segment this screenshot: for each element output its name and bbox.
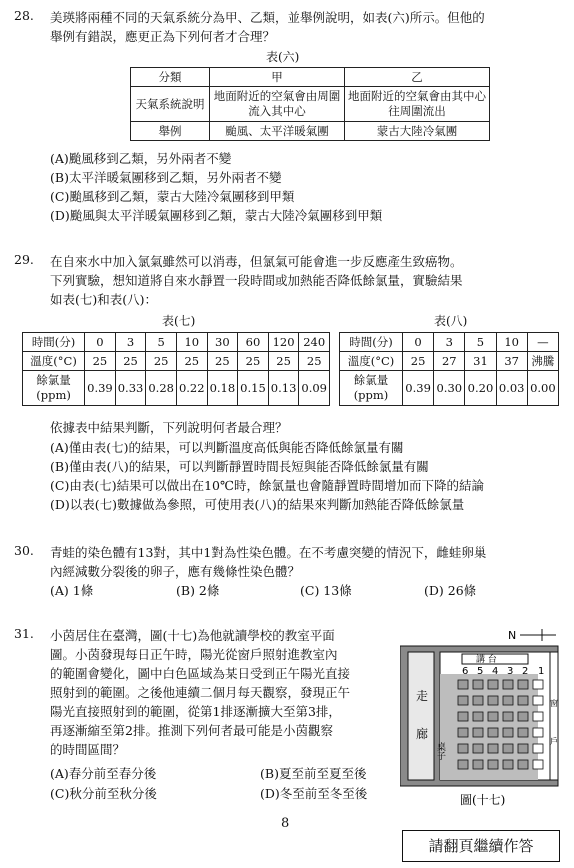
classroom-floor-plan — [400, 626, 562, 811]
row-4: 4 — [492, 666, 499, 677]
desk — [488, 696, 498, 705]
option-d[interactable]: (D)颱風與太平洋暖氣團移到乙類，蒙古大陸冷氣團移到甲類 — [50, 208, 383, 223]
option-b[interactable]: (B) 2條 — [176, 583, 220, 598]
desk — [473, 760, 483, 769]
option-a[interactable]: (A)僅由表(七)的結果，可以判斷溫度高低與能否降低餘氯量有關 — [50, 440, 404, 455]
table-row: 溫度(°C) 25 25 25 25 25 25 25 25 — [23, 352, 330, 371]
row-5: 5 — [477, 666, 484, 677]
row-3: 3 — [507, 666, 514, 677]
table-7-caption: 表(七) — [162, 314, 196, 328]
question-stem-2: 依據表中結果判斷，下列說明何者最合理？ — [50, 420, 288, 435]
desk — [503, 744, 513, 753]
desk — [458, 744, 468, 753]
row-6: 6 — [462, 666, 469, 677]
table-row: 天氣系統說明 地面附近的空氣會由周圍流入其中心 地面附近的空氣會由其中心往周圍流出 — [131, 87, 490, 122]
table-7 — [22, 332, 330, 406]
question-number: 29. — [14, 252, 34, 267]
row-2: 2 — [522, 666, 529, 677]
figure-caption: 圖(十七) — [460, 793, 506, 807]
question-30 — [14, 543, 562, 605]
question-stem: 青蛙的染色體有13對，其中1對為性染色體。在不考慮突變的情況下，雌蛙卵巢 內經減數分裂後的卵子，應有幾條性染色體？ — [50, 545, 487, 579]
desk — [458, 728, 468, 737]
desk — [458, 712, 468, 721]
question-stem: 美瑛將兩種不同的天氣系統分為甲、乙類，並舉例說明，如表(六)所示。但他的 舉例有錯誤，應更正為下列何者才合理？ — [50, 10, 485, 44]
desk — [458, 760, 468, 769]
option-d[interactable]: (D)以表(七)數據做為參照，可使用表(八)的結果來判斷加熱能否降低餘氯量 — [50, 497, 465, 512]
corridor-label-2: 廊 — [416, 727, 429, 741]
table-row: 餘氯量 (ppm) 0.39 0.33 0.28 0.22 0.18 0.15 0.13 0.09 — [23, 371, 330, 406]
option-c[interactable]: (C)秋分前至秋分後 — [50, 786, 157, 801]
desk — [518, 744, 528, 753]
table-8-caption: 表(八) — [434, 314, 468, 328]
corridor-label-1: 走 — [416, 689, 429, 703]
table-caption: 表(六) — [266, 50, 300, 64]
option-d[interactable]: (D) 26條 — [424, 583, 477, 598]
question-number: 28. — [14, 8, 34, 23]
table-row: 時間(分) 0 3 5 10 30 60 120 240 — [23, 333, 330, 352]
desk — [473, 728, 483, 737]
desk — [473, 680, 483, 689]
desk — [473, 696, 483, 705]
question-29 — [14, 252, 562, 522]
option-b[interactable]: (B)僅由表(八)的結果，可以判斷靜置時間長短與能否降低餘氯量有關 — [50, 459, 429, 474]
desk — [518, 680, 528, 689]
desk — [533, 680, 543, 689]
option-c[interactable]: (C) 13條 — [300, 583, 352, 598]
question-28 — [14, 8, 562, 228]
desk — [533, 744, 543, 753]
table-row: 餘氯量 (ppm) 0.39 0.30 0.20 0.03 0.00 — [340, 371, 559, 406]
continue-note: 請翻頁繼續作答 — [402, 830, 560, 862]
table-6 — [130, 67, 490, 141]
desk — [473, 712, 483, 721]
table-row: 溫度(°C) 25 27 31 37 沸騰 — [340, 352, 559, 371]
desk — [518, 712, 528, 721]
table-row: 時間(分) 0 3 5 10 — — [340, 333, 559, 352]
desk — [518, 728, 528, 737]
desk — [488, 712, 498, 721]
option-c[interactable]: (C)由表(七)結果可以做出在10℃時，餘氯量也會隨靜置時間增加而下降的結論 — [50, 478, 484, 493]
north-label: N — [508, 629, 517, 642]
option-a[interactable]: (A)颱風移到乙類，另外兩者不變 — [50, 151, 232, 166]
desk — [458, 680, 468, 689]
door-label: 戶 — [550, 737, 558, 746]
window-label: 窗 — [550, 699, 558, 708]
desk — [533, 760, 543, 769]
desk — [503, 712, 513, 721]
question-stem: 在自來水中加入氯氣雖然可以消毒，但氯氣可能會進一步反應產生致癌物。 下列實驗，想知道將自來水靜置一段時間或加熱能否降低餘氯量，實驗結果 如表(七)和表(八)： — [50, 254, 463, 307]
podium-label: 講 台 — [476, 655, 497, 665]
desk — [518, 760, 528, 769]
option-c[interactable]: (C)颱風移到乙類，蒙古大陸冷氣團移到甲類 — [50, 189, 295, 204]
desk — [488, 680, 498, 689]
desk — [533, 712, 543, 721]
desk — [473, 744, 483, 753]
option-d[interactable]: (D)冬至前至冬至後 — [260, 786, 368, 801]
desk — [488, 744, 498, 753]
desk — [503, 760, 513, 769]
desk — [488, 760, 498, 769]
desk — [458, 696, 468, 705]
desk — [503, 680, 513, 689]
option-a[interactable]: (A) 1條 — [50, 583, 94, 598]
row-1: 1 — [538, 666, 545, 677]
option-b[interactable]: (B)夏至前至夏至後 — [260, 766, 367, 781]
question-number: 30. — [14, 543, 34, 558]
desk — [533, 696, 543, 705]
desk — [488, 728, 498, 737]
table-row: 分類 甲 乙 — [131, 68, 490, 87]
desk — [503, 696, 513, 705]
table-8 — [339, 332, 559, 406]
question-stem: 小茵居住在臺灣，圖(十七)為他就讀學校的教室平面 圖。小茵發現每日正午時，陽光從窗戶照射進教室內 的範圍會變化，圖中白色區域為某日受到正午陽光直接 照射到的範圍。之後他連續二個月每天觀察，發現正午 陽光直接照射到的範圍，從第1排逐漸擴大至第3排， 再逐漸縮至第2排。推測下列何者最可能是小茵觀察 的時間區間？ — [50, 628, 351, 757]
option-a[interactable]: (A)春分前至春分後 — [50, 766, 157, 781]
question-number: 31. — [14, 626, 34, 641]
desk — [503, 728, 513, 737]
desk — [518, 696, 528, 705]
desk — [533, 728, 543, 737]
page-number: 8 — [281, 816, 290, 831]
question-31 — [14, 626, 562, 816]
table-row: 舉例 颱風、太平洋暖氣團 蒙古大陸冷氣團 — [131, 122, 490, 141]
desk-label: 桌子 — [435, 742, 445, 760]
option-b[interactable]: (B)太平洋暖氣團移到乙類，另外兩者不變 — [50, 170, 282, 185]
